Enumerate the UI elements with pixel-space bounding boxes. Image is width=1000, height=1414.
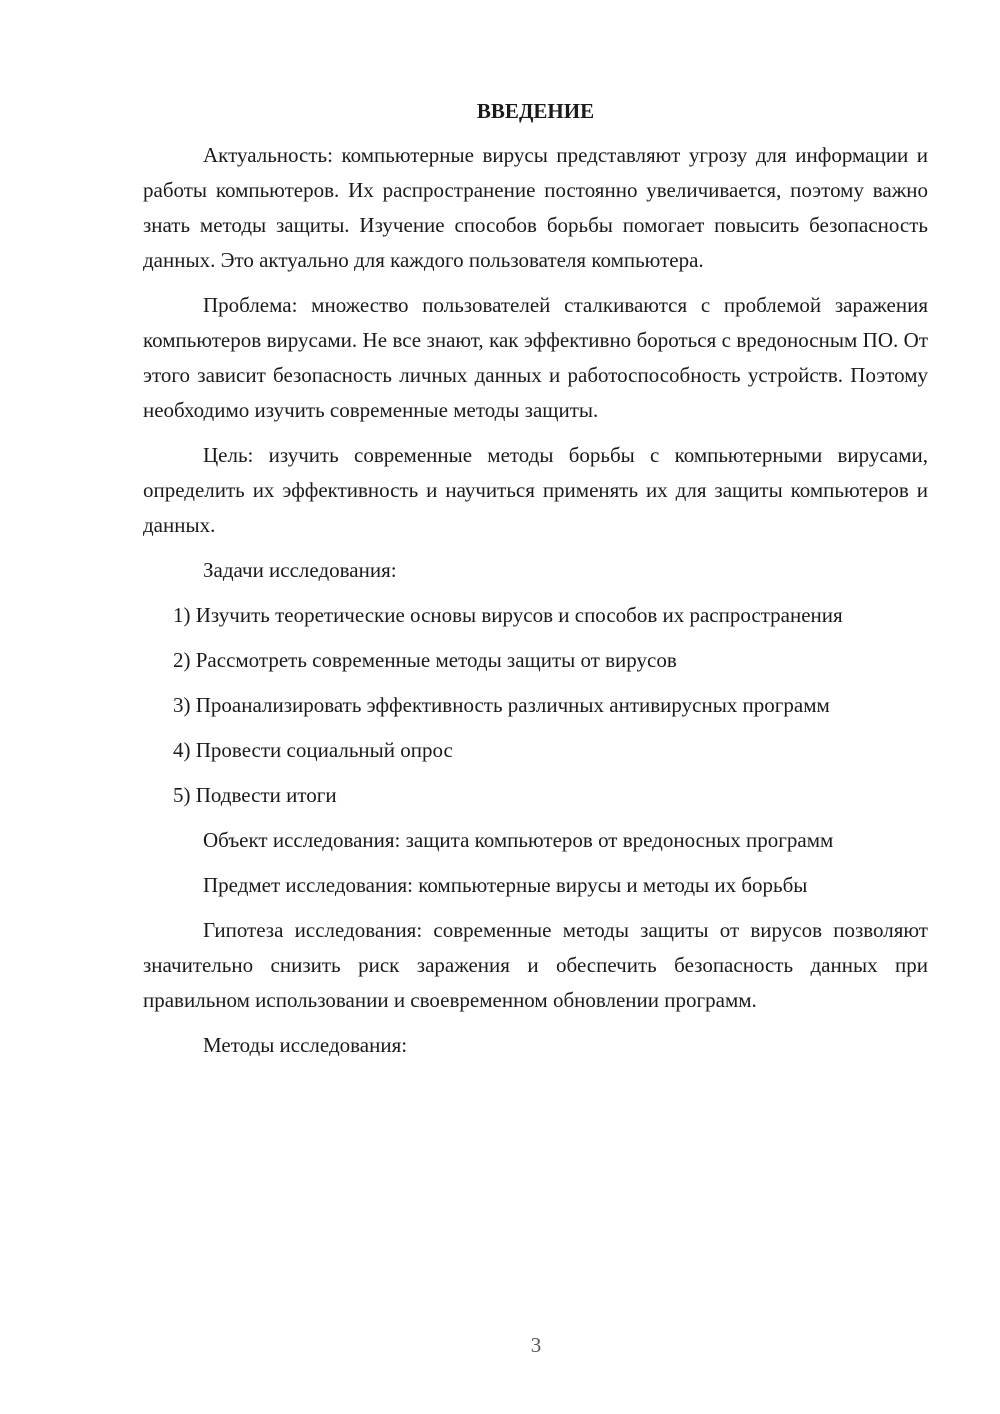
paragraph-goal: Цель: изучить современные методы борьбы с компьютерными вирусами, определить их эффективность и научиться применять их для защиты компьютеров и данных. <box>143 443 928 537</box>
task-item: 3) Проанализировать эффективность различных антивирусных программ <box>173 693 830 717</box>
document-page <box>143 96 928 1073</box>
methods-heading: Методы исследования: <box>203 1033 408 1057</box>
paragraph-relevance: Актуальность: компьютерные вирусы представляют угрозу для информации и работы компьютеров. Их распространение постоянно увеличивается, поэтому важно знать методы защиты. Изучение способов борьбы помогает повысить безопасность данных. Это актуально для каждого пользователя компьютера. <box>143 143 928 272</box>
page-title: ВВЕДЕНИЕ <box>476 99 595 123</box>
paragraph-subject: Предмет исследования: компьютерные вирусы и методы их борьбы <box>203 873 808 897</box>
task-item: 5) Подвести итоги <box>173 783 337 807</box>
task-item: 4) Провести социальный опрос <box>173 738 453 762</box>
task-item: 2) Рассмотреть современные методы защиты от вирусов <box>173 648 677 672</box>
tasks-heading: Задачи исследования: <box>203 558 397 582</box>
paragraph-problem: Проблема: множество пользователей сталкиваются с проблемой заражения компьютеров вирусами. Не все знают, как эффективно бороться с вредоносным ПО. От этого зависит безопасность личных данных и работоспособность устройств. Поэтому необходимо изучить современные методы защиты. <box>143 293 928 422</box>
paragraph-hypothesis: Гипотеза исследования: современные методы защиты от вирусов позволяют значительно снизить риск заражения и обеспечить безопасность данных при правильном использовании и своевременном обновлении программ. <box>143 918 928 1012</box>
page-number: 3 <box>530 1333 542 1357</box>
task-item: 1) Изучить теоретические основы вирусов и способов их распространения <box>173 603 843 627</box>
paragraph-object: Объект исследования: защита компьютеров от вредоносных программ <box>203 828 834 852</box>
